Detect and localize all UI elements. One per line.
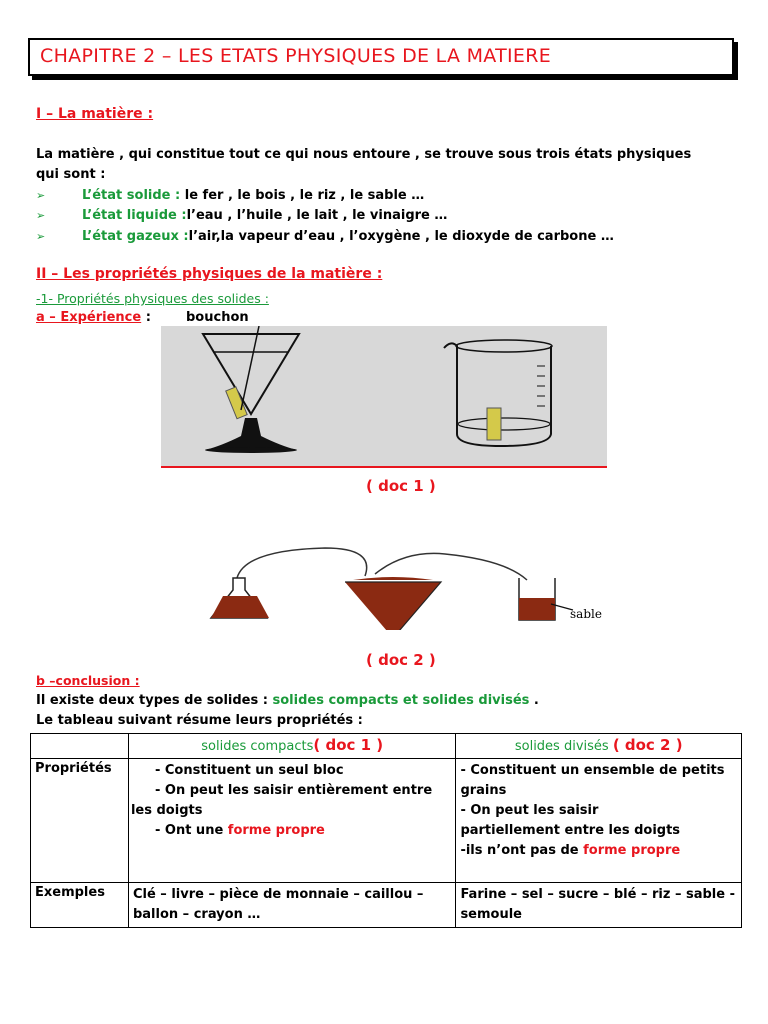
property-line: - Constituent un ensemble de petits — [460, 763, 725, 778]
arrow-bullet-icon: ➢ — [36, 189, 46, 202]
bullet-text: l’air,la vapeur d’eau , l’oxygène , le dioxyde de carbone … — [188, 229, 614, 244]
bouchon-label: bouchon — [186, 310, 249, 325]
doc2-illustration — [205, 540, 625, 630]
doc1-illustration — [161, 326, 607, 468]
property-text: -ils n’ont pas de — [460, 843, 584, 858]
title-box — [28, 38, 734, 76]
divise-examples: Farine – sel – sucre – blé – riz – sable - semoule — [456, 883, 742, 928]
conclusion-text: Il existe deux types de solides : — [36, 693, 273, 708]
bullet-sep: : — [170, 188, 185, 203]
property-line: les doigts — [130, 803, 203, 818]
bullet-text: l’eau , l’huile , le lait , le vinaigre … — [186, 208, 448, 223]
property-line: - On peut les saisir — [460, 803, 599, 818]
bullet-solid — [36, 188, 424, 203]
bullet-liquid — [36, 208, 447, 223]
section2-heading: II – Les propriétés physiques de la matière : — [36, 266, 383, 282]
row-label-properties: Propriétés — [31, 759, 129, 883]
compact-examples: Clé – livre – pièce de monnaie – caillou – ballon – crayon … — [128, 883, 455, 928]
property-line: partiellement entre les doigts — [460, 823, 681, 838]
sand-pouring-drawing — [205, 540, 625, 630]
table-row — [31, 883, 742, 928]
compact-properties — [128, 759, 455, 883]
table-header-compact — [128, 734, 455, 759]
intro-line-2: qui sont : — [36, 167, 106, 182]
arrow-bullet-icon: ➢ — [36, 230, 46, 243]
arrow-bullet-icon: ➢ — [36, 209, 46, 222]
property-line — [155, 821, 451, 841]
table-header-divise — [456, 734, 742, 759]
property-highlight: forme propre — [583, 843, 681, 858]
header-text: solides divisés — [514, 739, 613, 754]
bullet-label: L’état gazeux — [82, 229, 179, 244]
conclusion-end: . — [529, 693, 539, 708]
glassware-drawing — [161, 326, 607, 468]
solid-types: solides compacts et solides divisés — [272, 693, 530, 708]
bullet-gas — [36, 229, 614, 244]
header-doc-ref: ( doc 2 ) — [612, 736, 683, 754]
experience-label: a – Expérience — [36, 310, 142, 325]
divise-properties — [456, 759, 742, 883]
page-title: CHAPITRE 2 – LES ETATS PHYSIQUES DE LA MATIERE — [40, 45, 552, 67]
section1-heading: I – La matière : — [36, 106, 154, 122]
bullet-sep: : — [178, 229, 189, 244]
table-header-empty — [31, 734, 129, 759]
doc1-caption: ( doc 1 ) — [366, 477, 436, 495]
header-text: solides compacts — [201, 739, 314, 754]
property-highlight: forme propre — [227, 823, 325, 838]
intro-line-1: La matière , qui constitue tout ce qui nous entoure , se trouve sous trois états physiques — [36, 147, 692, 162]
conclusion-line-2: Le tableau suivant résume leurs propriétés : — [36, 713, 363, 728]
conclusion-line-1 — [36, 693, 539, 708]
bullet-label: L’état solide — [82, 188, 171, 203]
table-header-row — [31, 734, 742, 759]
subsection-solids: -1- Propriétés physiques des solides : — [36, 291, 269, 306]
doc2-caption: ( doc 2 ) — [366, 651, 436, 669]
doc1-underline — [161, 466, 607, 468]
sable-label: sable — [570, 607, 602, 621]
property-line — [460, 841, 737, 861]
row-label-examples: Exemples — [31, 883, 129, 928]
property-line: - On peut les saisir entièrement entre — [154, 783, 433, 798]
experience-label-line — [36, 310, 151, 325]
header-doc-ref: ( doc 1 ) — [313, 736, 384, 754]
experience-colon: : — [141, 310, 151, 325]
table-row — [31, 759, 742, 883]
bullet-text: le fer , le bois , le riz , le sable … — [184, 188, 425, 203]
bullet-label: L’état liquide — [82, 208, 177, 223]
bullet-sep: : — [176, 208, 187, 223]
property-text: - Ont une — [154, 823, 228, 838]
conclusion-label: b –conclusion : — [36, 673, 140, 688]
property-line: - Constituent un seul bloc — [154, 763, 344, 778]
property-line: grains — [460, 783, 507, 798]
properties-table — [30, 733, 742, 928]
